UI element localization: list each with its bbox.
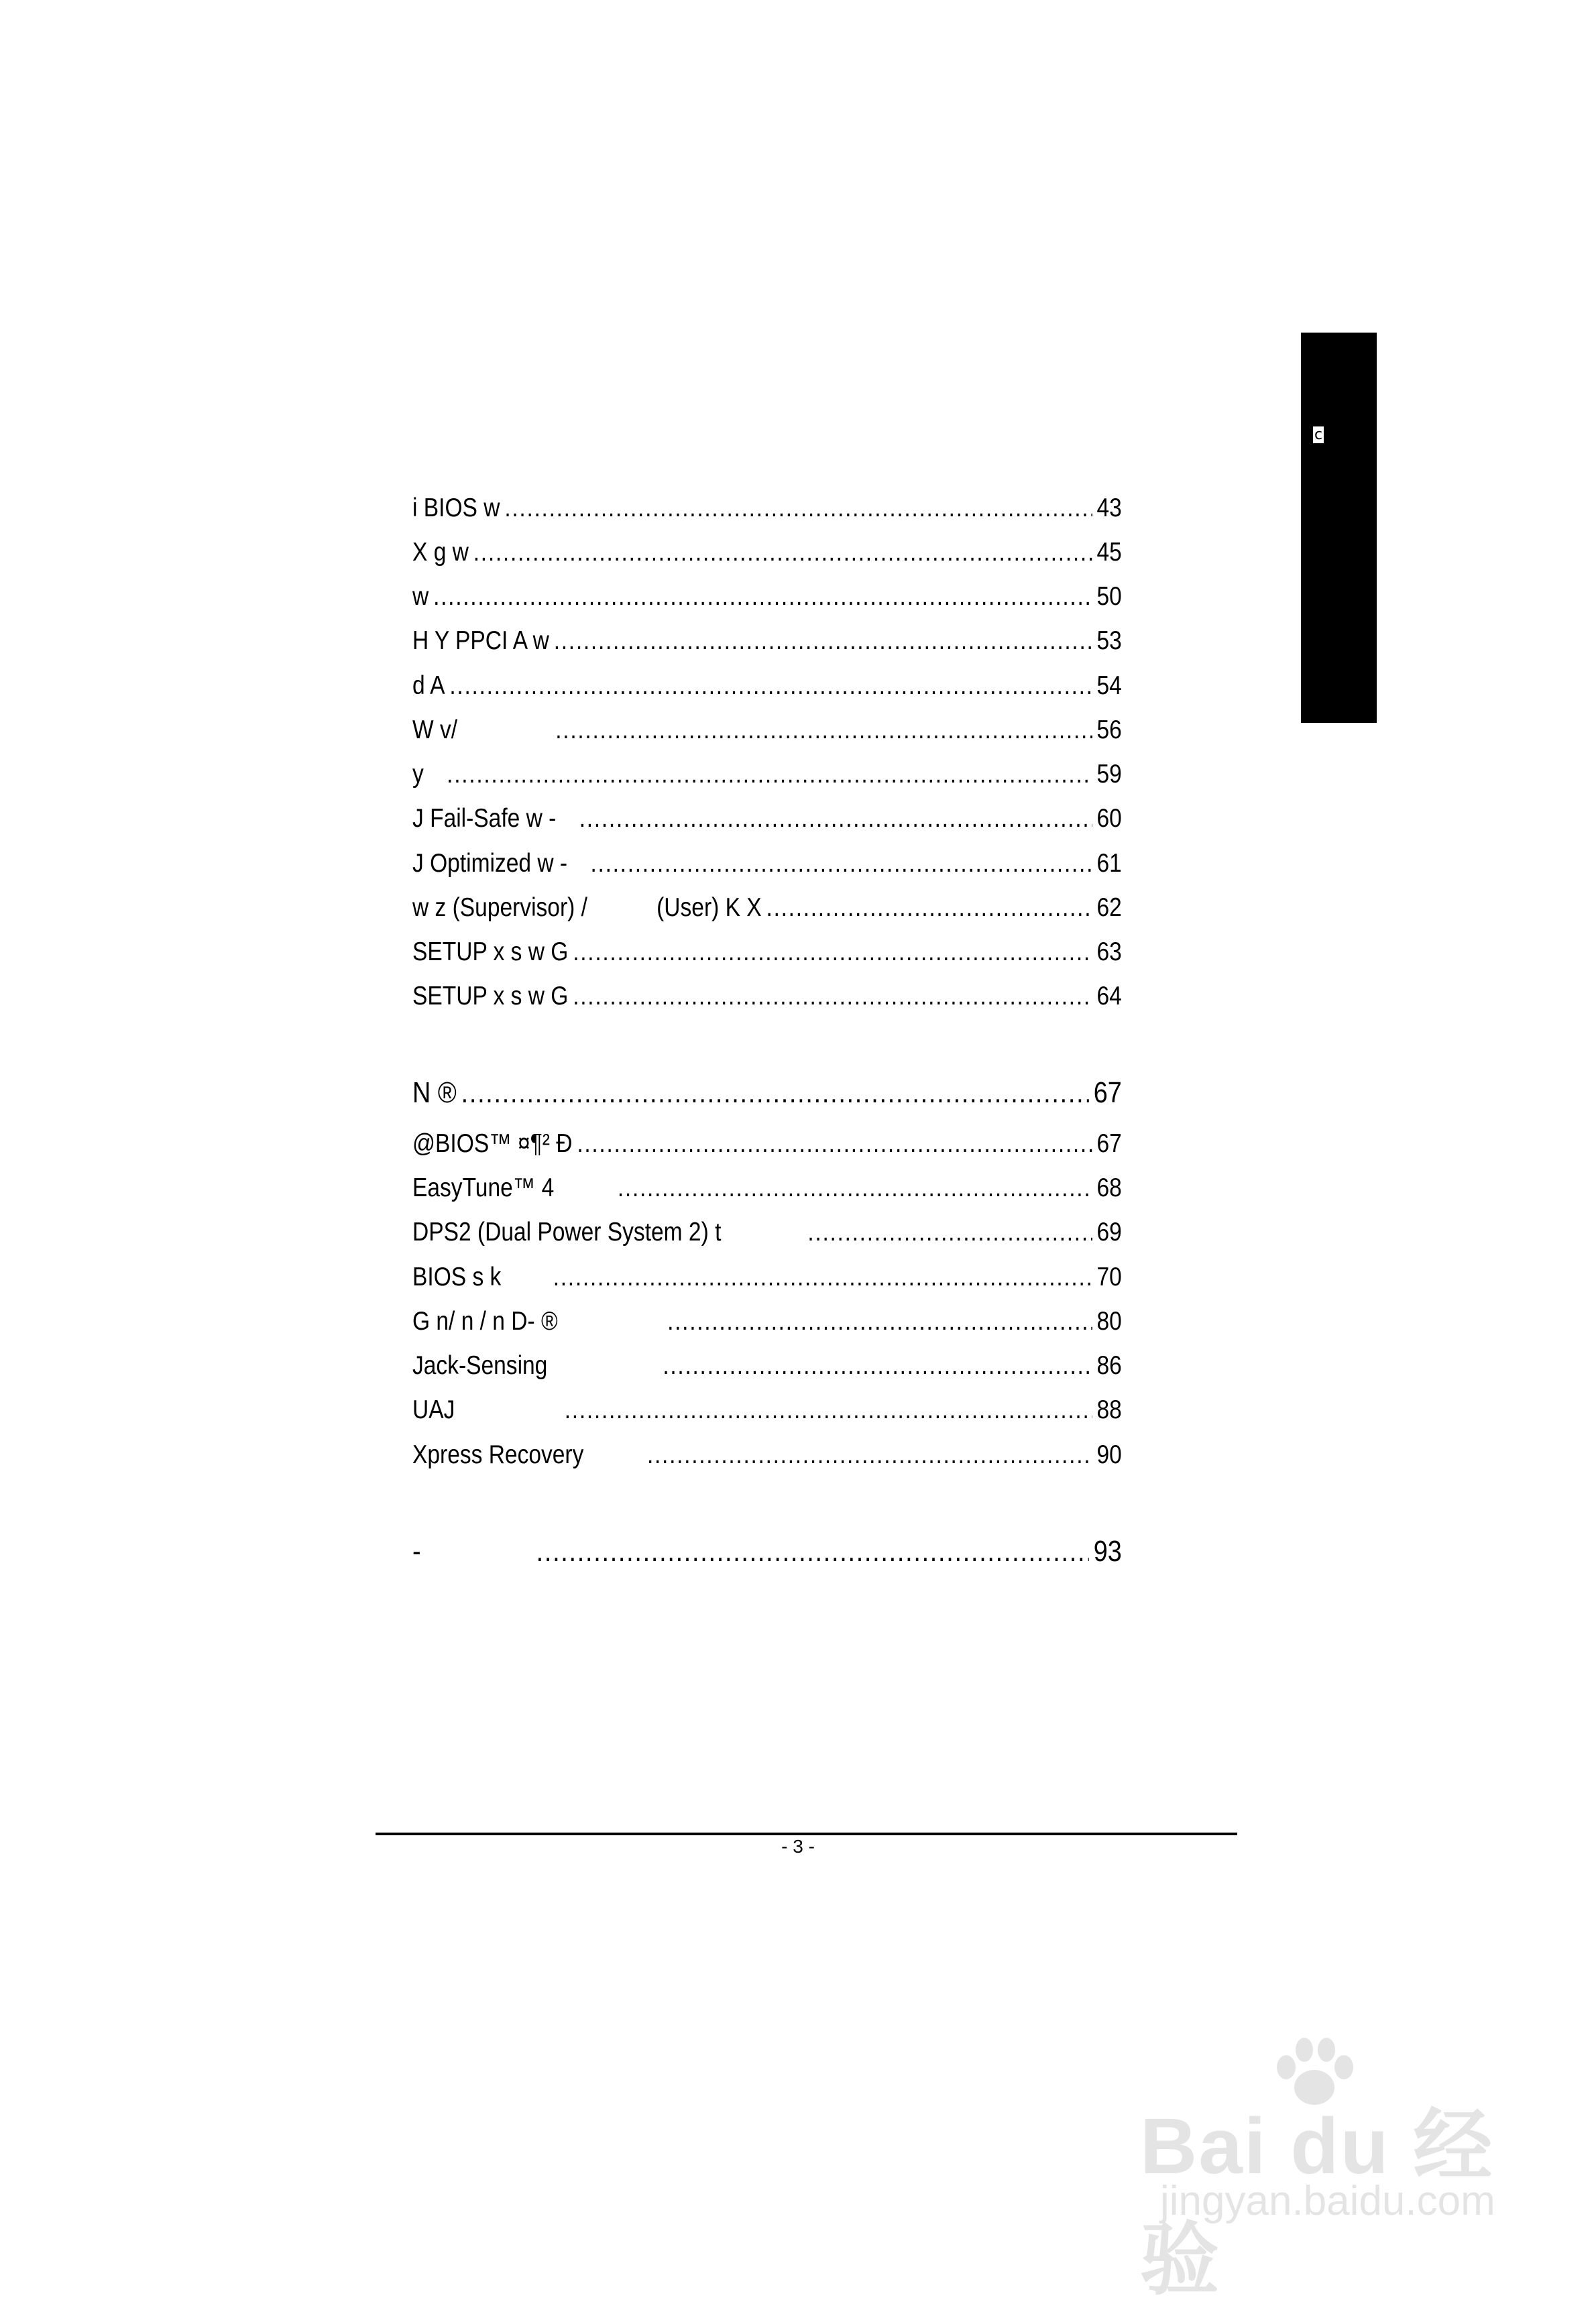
toc-entry-power[interactable]: d A ..... 54 [412, 670, 1122, 702]
toc-entry-fail-safe[interactable]: J Fail-Safe w - ..... 60 [412, 803, 1122, 835]
toc-entry-jack-sensing[interactable]: Jack-Sensing ..... 86 [412, 1350, 1122, 1382]
toc-entry-advanced[interactable]: w ..... 50 [412, 581, 1122, 613]
toc-entry-dps2[interactable]: DPS2 (Dual Power System 2) t ..... 69 [412, 1216, 1122, 1249]
side-tab [1301, 333, 1377, 723]
toc-entry-standard[interactable]: X g w ..... 45 [412, 536, 1122, 569]
footer-rule [376, 1833, 1237, 1835]
toc-entry-ppci[interactable]: H Y PPCI A w ..... 53 [412, 625, 1122, 657]
toc-entry-xpress-recovery[interactable]: Xpress Recovery ..... 90 [412, 1439, 1122, 1471]
watermark-brand: Bai du 经验 [1140, 2102, 1494, 2305]
toc-entry-pnp[interactable]: W v/ ..... 56 [412, 714, 1122, 746]
toc-entry-save-exit[interactable]: SETUP x s w G ..... 63 [412, 936, 1122, 968]
toc-entry-password[interactable]: w z (Supervisor) / (User) K X ..... 62 [412, 892, 1122, 924]
toc-section-3[interactable]: N ® ..... 67 [412, 1077, 1122, 1109]
toc-entry-optimized[interactable]: J Optimized w - ..... 61 [412, 848, 1122, 880]
watermark-url: jingyan.baidu.com [1160, 2178, 1495, 2224]
page-number: - 3 - [781, 1836, 815, 1857]
toc-entry-easytune[interactable]: EasyTune™ 4 ..... 68 [412, 1172, 1122, 1204]
toc-entry-sata-raid[interactable]: G n/ n / n D- ® ..... 80 [412, 1306, 1122, 1338]
watermark [1140, 2035, 1516, 2305]
toc-entry-exit-without-save[interactable]: SETUP x s w G ..... 64 [412, 980, 1122, 1013]
toc-entry-atbios[interactable]: @BIOS™ ¤¶² Ð ..... 67 [412, 1128, 1122, 1160]
toc-entry-bios-flash[interactable]: BIOS s k ..... 70 [412, 1261, 1122, 1293]
toc-entry-bios-intro[interactable]: i BIOS w ..... 43 [412, 492, 1122, 524]
toc-entry-uaj[interactable]: UAJ ..... 88 [412, 1394, 1122, 1426]
side-tab-label: c [1314, 426, 1323, 443]
toc-section-4[interactable]: - ..... 93 [412, 1536, 1122, 1568]
toc-entry-health[interactable]: y ..... 59 [412, 758, 1122, 791]
